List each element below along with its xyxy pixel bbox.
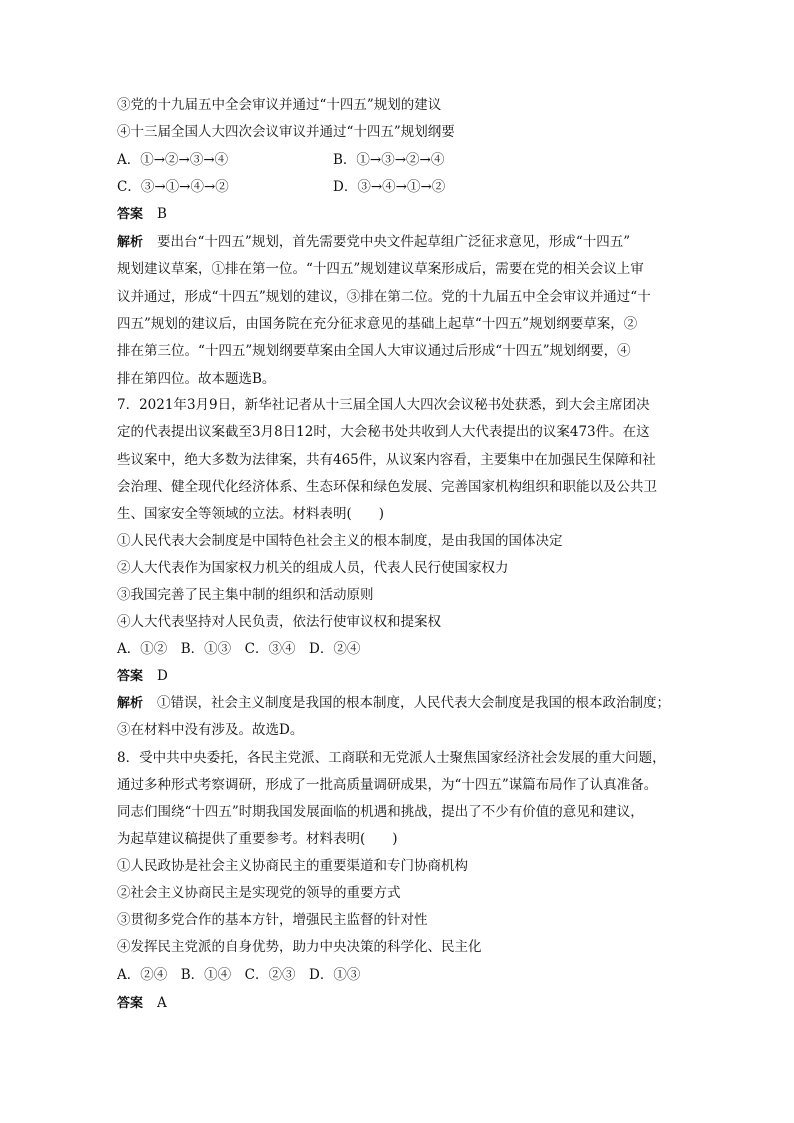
analysis-label: 解析 — [117, 696, 144, 711]
q6-answer — [117, 204, 677, 225]
q6-analysis-line — [117, 232, 677, 253]
q8-item: ③贯彻多党合作的基本方针，增强民主监督的针对性 — [117, 912, 428, 928]
answer-value: A — [157, 995, 167, 1011]
answer-label: 答案 — [117, 207, 144, 222]
answer-label: 答案 — [117, 669, 144, 684]
q6-analysis-line: 议并通过，形成“十四五”规划的建议，③排在第二位。党的十九届五中全会审议并通过“十 — [117, 289, 651, 305]
q7-stem-line: 7．2021年3月9日，新华社记者从十三届全国人大四次会议秘书处获悉，到大会主席团决 — [117, 397, 650, 413]
q7-stem-line: 生、国家安全等领域的立法。材料表明( ) — [117, 506, 385, 522]
q8-answer — [117, 993, 677, 1014]
q6-option-c: C．③→①→④→② — [117, 179, 229, 195]
q8-stem-line: 通过多种形式考察调研，形成了一批高质量调研成果，为“十四五”谋篇布局作了认真准备。 — [117, 777, 658, 793]
q7-stem-line: 定的代表提出议案截至3月8日12时，大会秘书处共收到人大代表提出的议案473件。在这 — [117, 424, 650, 440]
q7-options: A．①② B．①③ C．③④ D．②④ — [117, 641, 361, 657]
q6-item-3: ③党的十九届五中全会审议并通过“十四五”规划的建议 — [117, 97, 442, 113]
q8-stem-line: 8．受中共中央委托，各民主党派、工商联和无党派人士聚焦国家经济社会发展的重大问题， — [117, 750, 666, 766]
analysis-text: 要出台“十四五”规划，首先需要党中央文件起草组广泛征求意见，形成“十四五” — [157, 234, 631, 250]
q6-analysis-line: 四五”规划的建议后，由国务院在充分征求意见的基础上起草“十四五”规划纲要草案，② — [117, 316, 638, 332]
q7-analysis-line — [117, 693, 677, 714]
analysis-label: 解析 — [117, 235, 144, 250]
q8-options: A．②④ B．①④ C．②③ D．①③ — [117, 967, 361, 983]
q8-item: ②社会主义协商民主是实现党的领导的重要方式 — [117, 885, 401, 901]
answer-value: B — [157, 206, 167, 222]
q8-stem-line: 为起草建议稿提供了重要参考。材料表明( ) — [117, 831, 398, 847]
analysis-text: ①错误，社会主义制度是我国的根本制度，人民代表大会制度是我国的根本政治制度； — [157, 695, 671, 711]
q7-analysis-line: ③在材料中没有涉及。故选D。 — [117, 722, 304, 738]
q7-stem-line: 会治理、健全现代化经济体系、生态环保和绿色发展、完善国家机构组织和职能以及公共卫 — [117, 479, 657, 495]
q7-item: ④人大代表坚持对人民负责，依法行使审议权和提案权 — [117, 614, 441, 630]
q6-analysis-line: 规划建议草案，①排在第一位。“十四五”规划建议草案形成后，需要在党的相关会议上审 — [117, 261, 644, 277]
q6-item-4: ④十三届全国人大四次会议审议并通过“十四五”规划纲要 — [117, 124, 455, 140]
q7-item: ②人大代表作为国家权力机关的组成人员，代表人民行使国家权力 — [117, 560, 509, 576]
q8-item: ④发挥民主党派的自身优势，助力中央决策的科学化、民主化 — [117, 939, 482, 955]
q6-analysis-line: 排在第三位。“十四五”规划纲要草案由全国人大审议通过后形成“十四五”规划纲要，④ — [117, 343, 631, 359]
q6-option-a: A．①→②→③→④ — [117, 152, 229, 168]
q7-item: ①人民代表大会制度是中国特色社会主义的根本制度，是由我国的国体决定 — [117, 533, 563, 549]
q7-item: ③我国完善了民主集中制的组织和活动原则 — [117, 587, 374, 603]
q8-item: ①人民政协是社会主义协商民主的重要渠道和专门协商机构 — [117, 858, 468, 874]
q7-answer — [117, 666, 677, 687]
q6-analysis-line: 排在第四位。故本题选B。 — [117, 371, 276, 387]
q8-stem-line: 同志们围绕“十四五”时期我国发展面临的机遇和挑战，提出了不少有价值的意见和建议， — [117, 804, 644, 820]
q7-stem-line: 些议案中，绝大多数为法律案，共有465件，从议案内容看，主要集中在加强民生保障和社 — [117, 452, 656, 468]
answer-label: 答案 — [117, 996, 144, 1011]
q6-option-b: B．①→③→②→④ — [333, 152, 445, 168]
answer-value: D — [157, 668, 168, 684]
q6-option-d: D．③→④→①→② — [333, 179, 446, 195]
